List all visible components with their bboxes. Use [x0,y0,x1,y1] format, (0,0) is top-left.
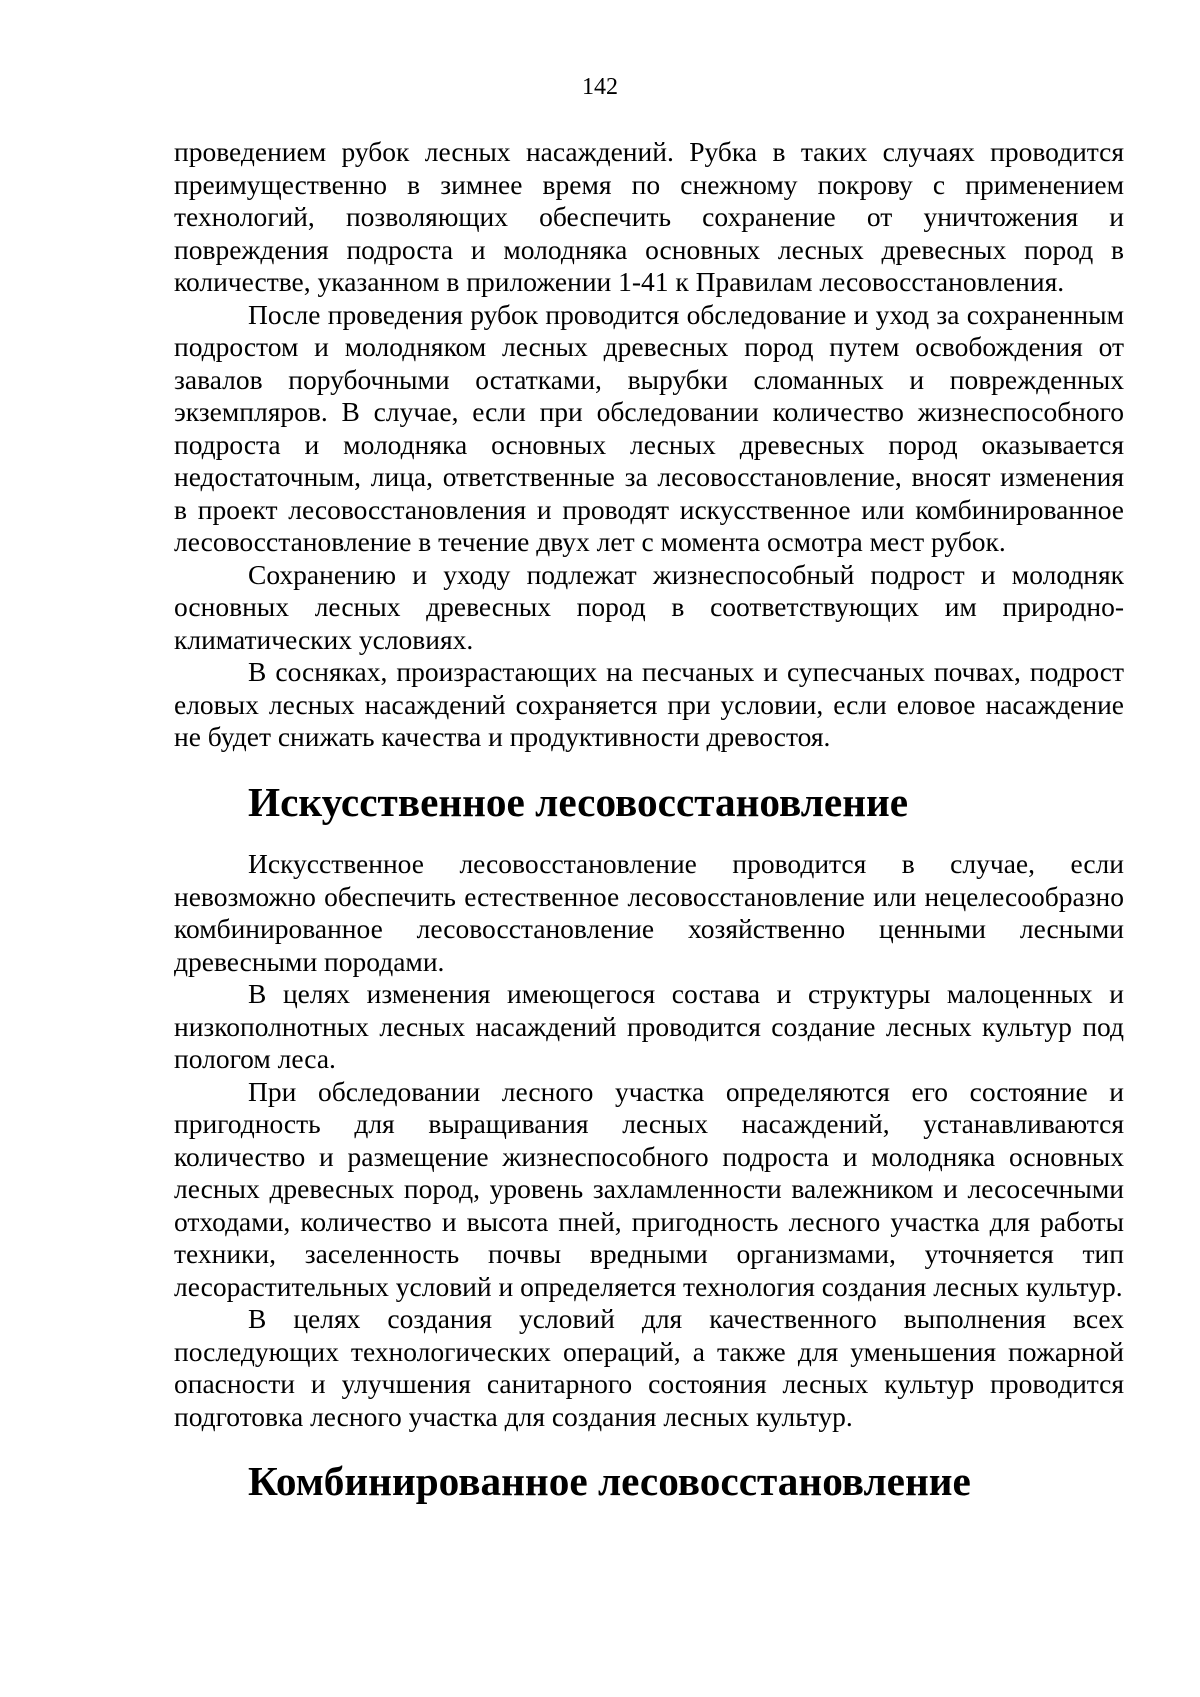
paragraph-preservation: Сохранению и уходу подлежат жизнеспособный подрост и молодняк основных лесных древесных пород в соответствующих им природно-климатических условиях. [174,558,1124,655]
section-heading-artificial: Искусственное лесовосстановление [248,778,909,825]
paragraph-continuation: проведением рубок лесных насаждений. Рубка в таких случаях проводится преимущественно в зимнее время по снежному покрову с применением технологий, позволяющих обеспечить сохранение от уничтожения и повреждения подроста и молодняка основных лесных древесных пород в количестве, указанном в приложении 1-41 к Правилам лесовосстановления. [174,136,1124,297]
paragraph-site-survey: При обследовании лесного участка определяются его состояние и пригодность для выращивания лесных насаждений, устанавливаются количество и размещение жизнеспособного подроста и молодняка основных лесных древесных пород, уровень захламленности валежником и лесосечными отходами, количество и высота пней, пригодность лесного участка для работы техники, заселенность почвы вредными организмами, уточняется тип лесорастительных условий и определяется технология создания лесных культур. [174,1075,1124,1302]
page-number: 142 [582,74,618,100]
paragraph-site-preparation: В целях создания условий для качественного выполнения всех последующих технологических операций, а также для уменьшения пожарной опасности и улучшения санитарного состояния лесных культур проводится подготовка лесного участка для создания лесных культур. [174,1303,1124,1432]
paragraph-artificial-definition: Искусственное лесовосстановление проводится в случае, если невозможно обеспечить естественное лесовосстановление или нецелесообразно комбинированное лесовосстановление хозяйственно ценными лесными древесными породами. [174,848,1124,977]
paragraph-care-after-cutting: После проведения рубок проводится обследование и уход за сохраненным подростом и молодняком лесных древесных пород путем освобождения от завалов порубочными остатками, вырубки сломанных и поврежденных экземпляров. В случае, если при обследовании количество жизнеспособного подроста и молодняка основных лесных древесных пород оказывается недостаточным, лица, ответственные за лесовосстановление, вносят изменения в проект лесовосстановления и проводят искусственное или комбинированное лесовосстановление в течение двух лет с момента осмотра мест рубок. [174,298,1124,557]
section-heading-combined: Комбинированное лесовосстановление [248,1458,971,1504]
page-content [174,136,1124,1504]
paragraph-composition-change: В целях изменения имеющегося состава и структуры малоценных и низкополнотных лесных насаждений проводится создание лесных культур под пологом леса. [174,978,1124,1074]
paragraph-pine-stands: В сосняках, произрастающих на песчаных и супесчаных почвах, подрост еловых лесных насаждений сохраняется при условии, если еловое насаждение не будет снижать качества и продуктивности древостоя. [174,656,1124,752]
